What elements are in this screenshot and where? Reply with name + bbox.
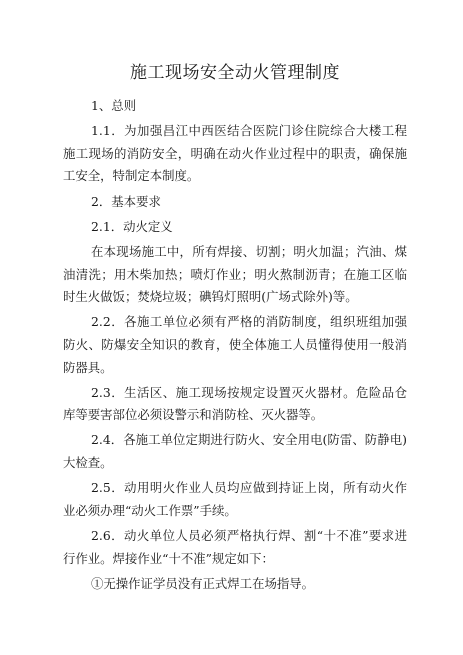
document-title: 施工现场安全动火管理制度: [130, 63, 340, 83]
paragraph-general-heading: 1、总则: [91, 98, 137, 113]
paragraph-2-2: 2.2．各施工单位必须有严格的消防制度，组织班组加强防火、防爆安全知识的教育，使全体施工人员懂得使用一般消防器具。: [63, 314, 407, 375]
paragraph-1-1: 1.1．为加强昌江中西医结合医院门诊住院综合大楼工程施工现场的消防安全，明确在动火作业过程中的职责，确保施工安全，特制定本制度。: [63, 123, 407, 184]
paragraph-2-4: 2.4．各施工单位定期进行防火、安全用电(防雷、防静电)大检查。: [63, 432, 407, 471]
paragraph-rule-1: ①无操作证学员没有正式焊工在场指导。: [91, 575, 315, 591]
paragraph-2-6: 2.6．动火单位人员必须严格执行焊、割“十不准”要求进行作业。焊接作业“十不准”规定如下：: [63, 528, 407, 566]
paragraph-fire-definition: 在本现场施工中，所有焊接、切割；明火加温；汽油、煤油清洗；用木柴加热；喷灯作业；明火熬制沥青；在施工区临时生火做饭；焚烧垃圾；碘钨灯照明(广场式除外)等。: [63, 243, 407, 305]
paragraph-2-1: 2.1．动火定义: [91, 218, 173, 234]
paragraph-2-5: 2.5．动用明火作业人员均应做到持证上岗，所有动火作业必须办理“动火工作票”手续。: [63, 480, 407, 518]
paragraph-2-3: 2.3．生活区、施工现场按规定设置灭火器材。危险品仓库等要害部位必须设警示和消防栓、灭火器等。: [63, 384, 407, 423]
paragraph-basic-requirements-heading: 2．基本要求: [91, 193, 161, 209]
